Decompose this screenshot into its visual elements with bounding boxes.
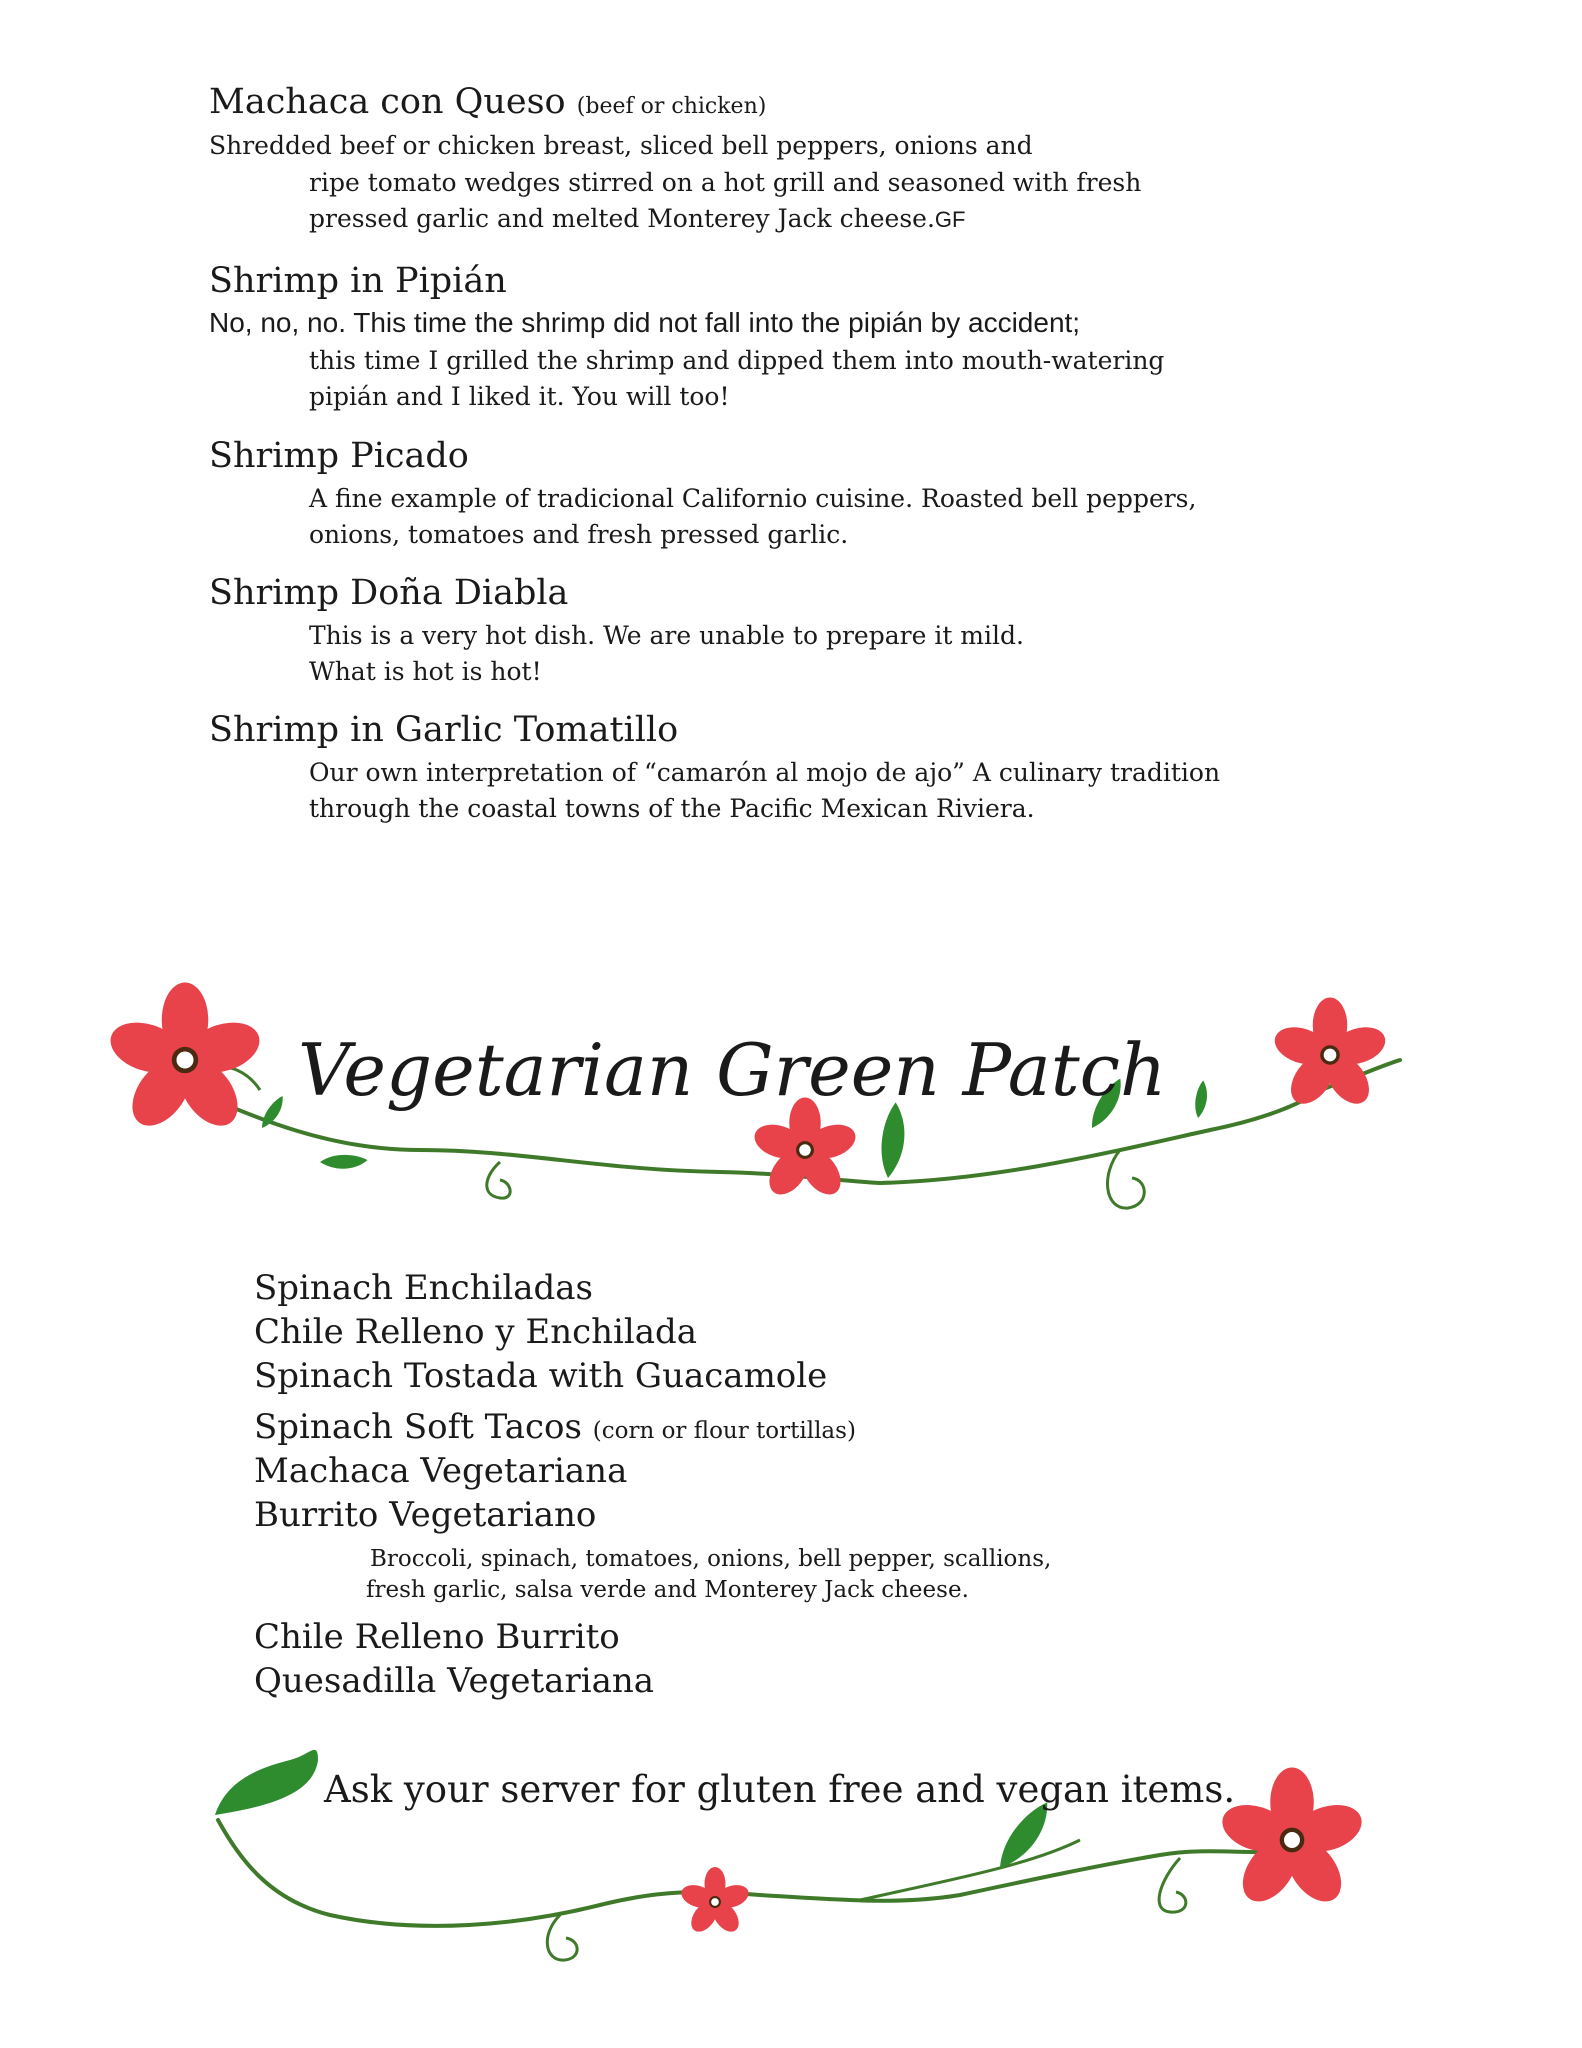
list-item-note: (corn or flour tortillas) — [592, 1418, 856, 1444]
leaf-icon — [320, 1145, 368, 1178]
dish-description-line: ripe tomato wedges stirred on a hot grill and seasoned with fresh — [309, 168, 1142, 197]
dish-description-line: through the coastal towns of the Pacific Mexican Riviera. — [309, 794, 1035, 823]
list-item: Machaca Vegetariana — [254, 1451, 628, 1491]
list-item-name: Spinach Soft Tacos — [254, 1407, 582, 1447]
dish-description-line: this time I grilled the shrimp and dipped them into mouth-watering — [309, 346, 1165, 375]
leaf-icon — [215, 1750, 318, 1815]
leaf-icon — [983, 1802, 1064, 1870]
dish-description-line: Shredded beef or chicken breast, sliced bell peppers, onions and — [209, 131, 1033, 160]
section-heading: Vegetarian Green Patch — [298, 1028, 1167, 1112]
flower-icon — [750, 1098, 860, 1202]
leaf-icon — [862, 1102, 922, 1179]
dish-name: Machaca con Queso — [209, 82, 566, 122]
dish-name: Shrimp Picado — [209, 436, 469, 476]
dish-description-line: Our own interpretation of “camarón al mojo de ajo” A culinary tradition — [309, 758, 1221, 787]
gluten-free-tag: GF — [934, 207, 966, 232]
dish-note: (beef or chicken) — [576, 94, 767, 119]
dish-description-line: A fine example of tradicional Californio cuisine. Roasted bell peppers, — [309, 484, 1197, 513]
list-item: Chile Relleno Burrito — [254, 1617, 620, 1657]
list-item: Chile Relleno y Enchilada — [254, 1312, 698, 1352]
list-item: Spinach Enchiladas — [254, 1268, 594, 1308]
item-description-line: Broccoli, spinach, tomatoes, onions, bell pepper, scallions, — [370, 1546, 1052, 1572]
list-item: Spinach Tostada with Guacamole — [254, 1356, 828, 1396]
flower-icon — [678, 1867, 751, 1936]
flower-icon — [1270, 998, 1390, 1112]
vine-icon — [218, 1820, 1320, 1960]
leaf-icon — [1185, 1080, 1216, 1118]
flower-icon — [1216, 1768, 1367, 1912]
list-item: Quesadilla Vegetariana — [254, 1661, 655, 1701]
dish-description-line: What is hot is hot! — [309, 657, 542, 686]
dish-description-line: onions, tomatoes and fresh pressed garlic. — [309, 520, 849, 549]
footer-note: Ask your server for gluten free and vegan items. — [324, 1768, 1236, 1811]
list-item — [254, 1405, 856, 1453]
dish-description-line: No, no, no. This time the shrimp did not fall into the pipián by accident; — [209, 307, 1081, 338]
dish-description-text: pressed garlic and melted Monterey Jack cheese. — [309, 204, 935, 233]
dish-name: Shrimp in Garlic Tomatillo — [209, 710, 679, 750]
dish-name: Shrimp Doña Diabla — [209, 573, 569, 613]
dish-description-line: This is a very hot dish. We are unable to prepare it mild. — [309, 621, 1024, 650]
dish-name: Shrimp in Pipián — [209, 261, 507, 301]
dish-description-line: pipián and I liked it. You will too! — [309, 382, 730, 411]
list-item: Burrito Vegetariano — [254, 1495, 597, 1535]
item-description-line: fresh garlic, salsa verde and Monterey Jack cheese. — [366, 1577, 969, 1603]
